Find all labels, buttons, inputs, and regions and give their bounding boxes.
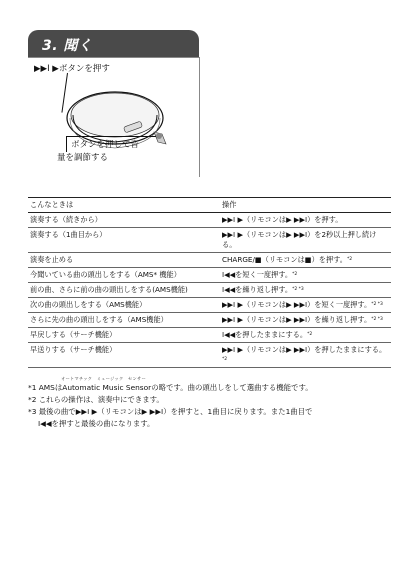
row-situation: 今聞いている曲の頭出しをする（AMS* 機能） (28, 268, 220, 283)
row-operation: I◀◀を短く一度押す。$^{*2}$ (220, 268, 391, 283)
table-row (28, 298, 391, 313)
table-header-row (28, 198, 391, 213)
row-operation: ▶▶I ▶（リモコンは▶ ▶▶I）を繰り返し押す。$^{*2 *3}$ (220, 313, 391, 328)
header-operation: 操作 (220, 198, 391, 213)
table-row (28, 283, 391, 298)
footnote-ruby: オートマチック ミュージック センサー (61, 376, 146, 381)
table-row (28, 268, 391, 283)
table-row (28, 343, 391, 368)
section-header (28, 30, 199, 58)
row-situation: 演奏する（続きから） (28, 213, 220, 228)
row-operation: ▶▶I ▶（リモコンは▶ ▶▶I）を押したままにする。$^{*2}$ (220, 343, 391, 368)
row-situation: 早送りする（サーチ機能） (28, 343, 220, 368)
row-situation: 早戻しする（サーチ機能） (28, 328, 220, 343)
header-situation: こんなときは (28, 198, 220, 213)
section-title: 3. 聞く (42, 38, 93, 54)
table-row (28, 253, 391, 268)
footnote-2: *2 これらの操作は、演奏中にできます。 (28, 395, 164, 404)
operations-table (28, 197, 391, 368)
press-button-instruction: ▶▶I ▶ボタンを押す (34, 64, 110, 74)
row-situation: 前の曲、さらに前の曲の頭出しをする(AMS機能) (28, 283, 220, 298)
callout-line-bottom (66, 136, 67, 152)
footnotes (28, 376, 398, 430)
row-situation: さらに先の曲の頭出しをする（AMS機能） (28, 313, 220, 328)
footnote-3-line2: I◀◀を押すと最後の曲になります。 (38, 419, 155, 428)
callout-line-horizontal (66, 136, 156, 137)
row-operation: ▶▶I ▶（リモコンは▶ ▶▶I）を2秒以上押し続ける。 (220, 228, 391, 253)
table-row (28, 313, 391, 328)
row-situation: 次の曲の頭出しをする（AMS機能） (28, 298, 220, 313)
row-operation: I◀◀を繰り返し押す。$^{*2 *3}$ (220, 283, 391, 298)
table-row (28, 328, 391, 343)
row-situation: 演奏する（1曲目から） (28, 228, 220, 253)
footnote-3-line1: *3 最後の曲で▶▶I ▶（リモコンは▶ ▶▶I）を押すと、1曲目に戻ります。また1曲目で (28, 407, 313, 416)
row-operation: ▶▶I ▶（リモコンは▶ ▶▶I）を短く一度押す。$^{*2 *3}$ (220, 298, 391, 313)
volume-instruction-line1: ボタンを押して音 (71, 140, 140, 150)
volume-instruction-line2: 量を調節する (57, 153, 109, 163)
header-divider (28, 57, 200, 58)
table-row (28, 213, 391, 228)
table-row (28, 228, 391, 253)
footnote-1: *1 AMSはAutomatic Music Sensorの略です。曲の頭出しをして選曲する機能です。 (28, 383, 313, 392)
row-operation: ▶▶I ▶（リモコンは▶ ▶▶I）を押す。 (220, 213, 391, 228)
row-situation: 演奏を止める (28, 253, 220, 268)
row-operation: CHARGE/■（リモコンは■）を押す。$^{*2}$ (220, 253, 391, 268)
row-operation: I◀◀を押したままにする。$^{*2}$ (220, 328, 391, 343)
